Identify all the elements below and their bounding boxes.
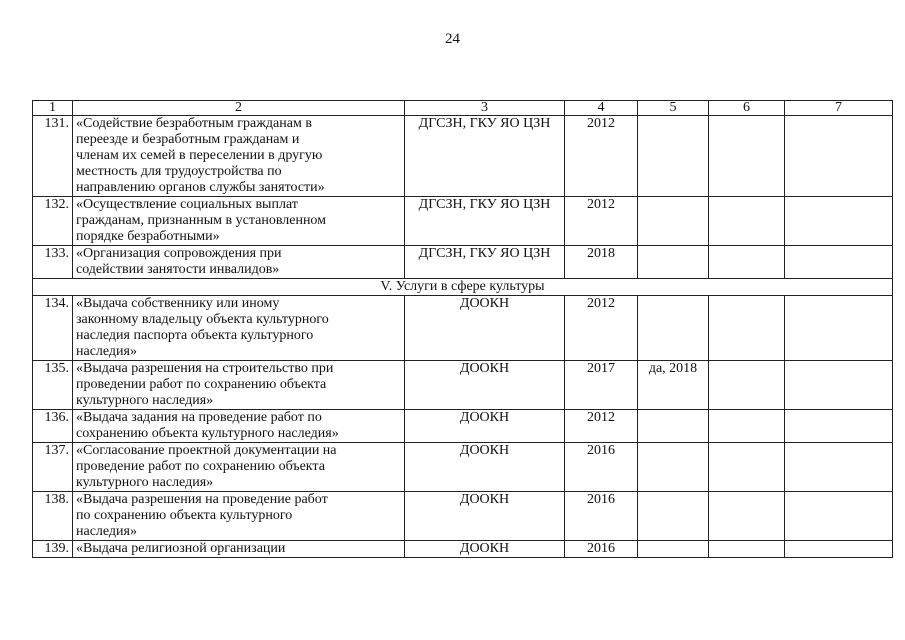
col6-cell — [709, 443, 785, 492]
header-col-3: 3 — [405, 101, 565, 116]
year-cell: 2012 — [565, 116, 638, 197]
col5-cell: да, 2018 — [638, 361, 709, 410]
year-cell: 2016 — [565, 541, 638, 558]
header-col-1: 1 — [33, 101, 73, 116]
year-cell: 2018 — [565, 246, 638, 279]
year-cell: 2012 — [565, 410, 638, 443]
col7-cell — [785, 246, 893, 279]
header-col-5: 5 — [638, 101, 709, 116]
table-row — [33, 410, 893, 443]
service-name: «Организация сопровождения при содействии занятости инвалидов» — [73, 246, 405, 279]
year-cell: 2016 — [565, 492, 638, 541]
col6-cell — [709, 541, 785, 558]
col7-cell — [785, 492, 893, 541]
service-name: «Выдача разрешения на проведение работ по сохранению объекта культурного наследия» — [73, 492, 405, 541]
col5-cell — [638, 410, 709, 443]
header-col-6: 6 — [709, 101, 785, 116]
table-row — [33, 443, 893, 492]
service-name: «Осуществление социальных выплат гражданам, признанным в установленном порядке безработными» — [73, 197, 405, 246]
responsible-org: ДООКН — [405, 410, 565, 443]
service-name: «Согласование проектной документации на проведение работ по сохранению объекта культурного наследия» — [73, 443, 405, 492]
table-header — [33, 101, 893, 116]
row-number: 134. — [33, 296, 73, 361]
col5-cell — [638, 246, 709, 279]
table-row — [33, 116, 893, 197]
table-body — [33, 116, 893, 558]
row-number: 137. — [33, 443, 73, 492]
table-row — [33, 246, 893, 279]
section-title: V. Услуги в сфере культуры — [33, 279, 893, 296]
row-number: 135. — [33, 361, 73, 410]
col6-cell — [709, 361, 785, 410]
section-row — [33, 279, 893, 296]
header-col-2: 2 — [73, 101, 405, 116]
col5-cell — [638, 443, 709, 492]
col5-cell — [638, 116, 709, 197]
col6-cell — [709, 116, 785, 197]
table-row — [33, 197, 893, 246]
service-name: «Выдача религиозной организации — [73, 541, 405, 558]
responsible-org: ДГСЗН, ГКУ ЯО ЦЗН — [405, 197, 565, 246]
service-name: «Выдача собственнику или иному законному владельцу объекта культурного наследия паспорта объекта культурного наследия» — [73, 296, 405, 361]
col6-cell — [709, 296, 785, 361]
row-number: 138. — [33, 492, 73, 541]
col7-cell — [785, 410, 893, 443]
col6-cell — [709, 197, 785, 246]
responsible-org: ДООКН — [405, 361, 565, 410]
table-row — [33, 296, 893, 361]
year-cell: 2016 — [565, 443, 638, 492]
col5-cell — [638, 492, 709, 541]
col7-cell — [785, 361, 893, 410]
responsible-org: ДГСЗН, ГКУ ЯО ЦЗН — [405, 116, 565, 197]
row-number: 139. — [33, 541, 73, 558]
row-number: 131. — [33, 116, 73, 197]
page-number: 24 — [445, 31, 460, 47]
col7-cell — [785, 116, 893, 197]
col7-cell — [785, 296, 893, 361]
table-row — [33, 492, 893, 541]
service-name: «Выдача разрешения на строительство при проведении работ по сохранению объекта культурного наследия» — [73, 361, 405, 410]
col5-cell — [638, 541, 709, 558]
col7-cell — [785, 443, 893, 492]
table-row — [33, 541, 893, 558]
services-table — [32, 100, 893, 558]
year-cell: 2012 — [565, 197, 638, 246]
col6-cell — [709, 492, 785, 541]
table-row — [33, 361, 893, 410]
row-number: 133. — [33, 246, 73, 279]
responsible-org: ДГСЗН, ГКУ ЯО ЦЗН — [405, 246, 565, 279]
responsible-org: ДООКН — [405, 443, 565, 492]
responsible-org: ДООКН — [405, 296, 565, 361]
header-col-7: 7 — [785, 101, 893, 116]
year-cell: 2017 — [565, 361, 638, 410]
row-number: 136. — [33, 410, 73, 443]
col6-cell — [709, 410, 785, 443]
col5-cell — [638, 296, 709, 361]
row-number: 132. — [33, 197, 73, 246]
header-col-4: 4 — [565, 101, 638, 116]
responsible-org: ДООКН — [405, 541, 565, 558]
responsible-org: ДООКН — [405, 492, 565, 541]
col7-cell — [785, 541, 893, 558]
service-name: «Выдача задания на проведение работ по сохранению объекта культурного наследия» — [73, 410, 405, 443]
col6-cell — [709, 246, 785, 279]
service-name: «Содействие безработным гражданам в переезде и безработным гражданам и членам их семей в переселении в другую местность для трудоустройства по направлению органов службы занятости» — [73, 116, 405, 197]
col7-cell — [785, 197, 893, 246]
col5-cell — [638, 197, 709, 246]
year-cell: 2012 — [565, 296, 638, 361]
header-row — [33, 101, 893, 116]
